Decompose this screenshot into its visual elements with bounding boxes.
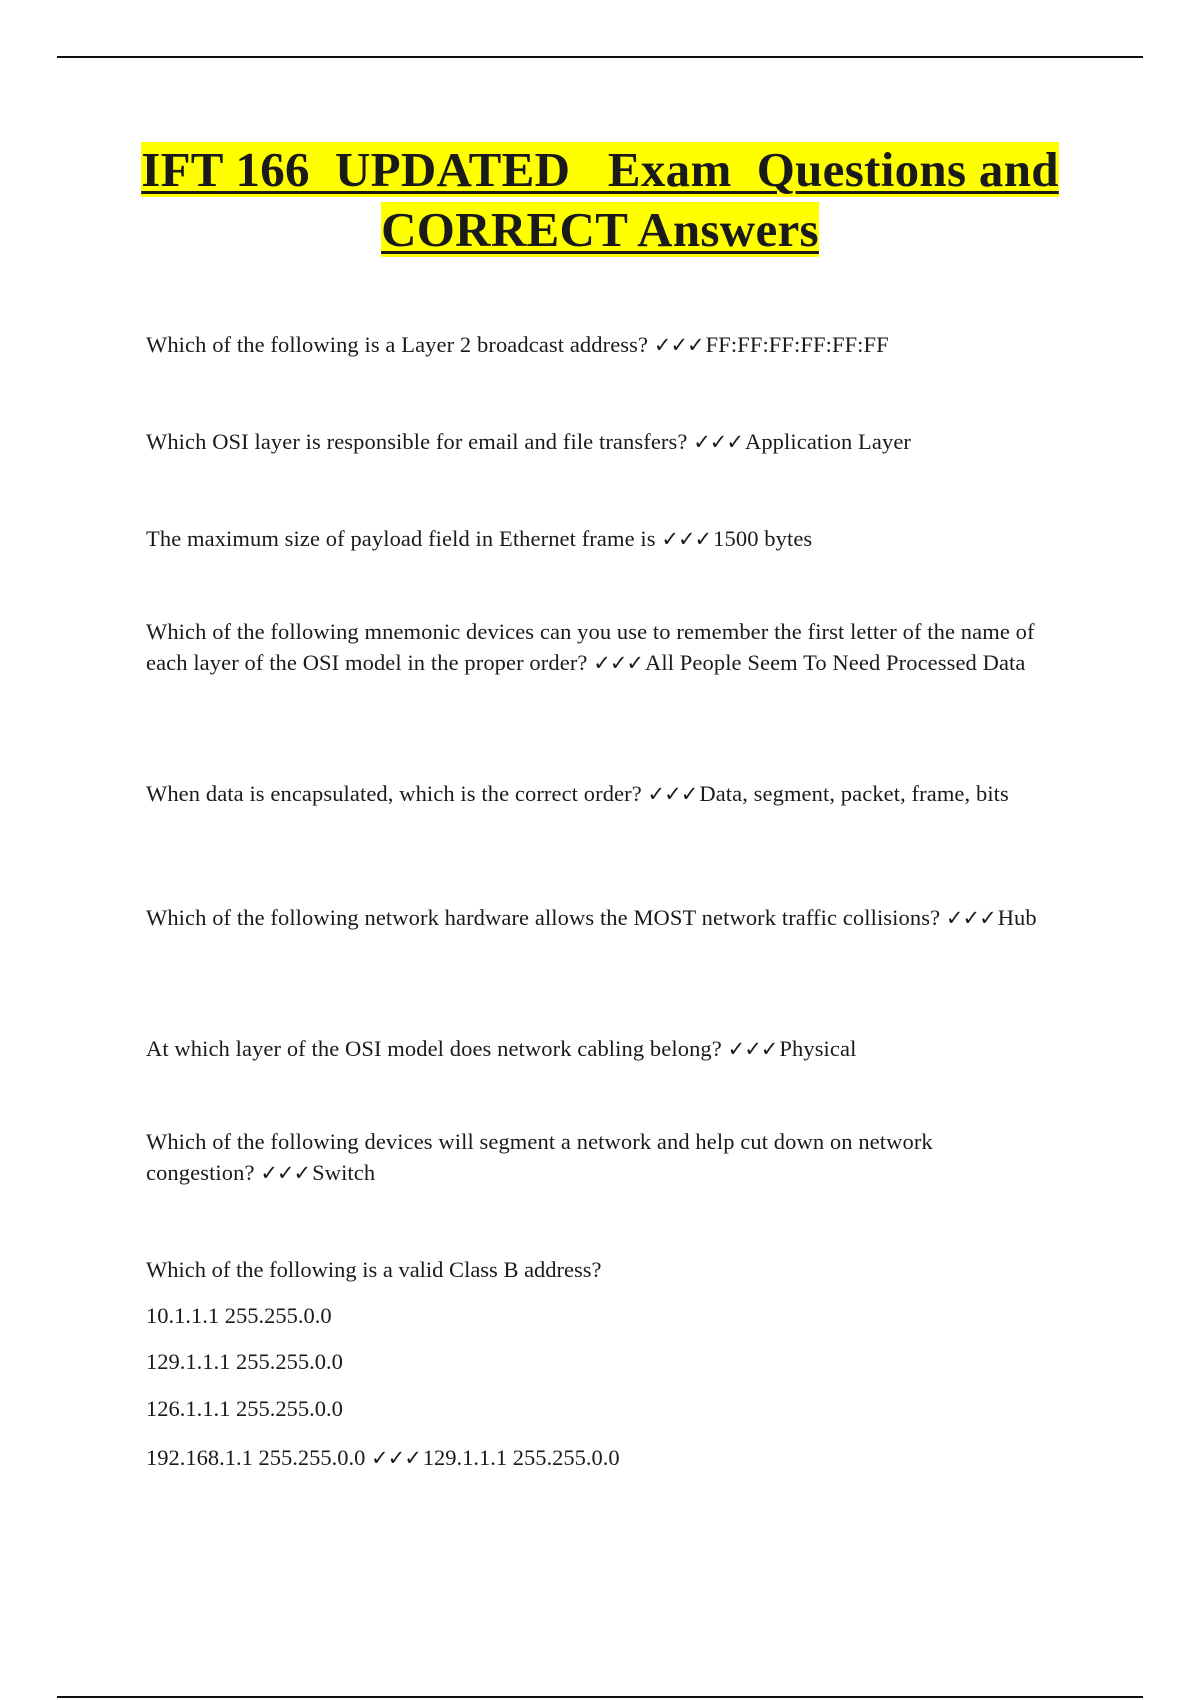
check-marks-icon: ✓✓✓	[693, 430, 743, 454]
answer-text: 1500 bytes	[713, 526, 813, 551]
option-line: 126.1.1.1 255.255.0.0	[146, 1396, 343, 1421]
bottom-rule	[57, 1696, 1143, 1698]
check-marks-icon: ✓✓✓	[647, 782, 698, 806]
qa-item	[146, 329, 1046, 361]
question-text: At which layer of the OSI model does network cabling belong?	[146, 1036, 722, 1061]
qa-item	[146, 616, 1046, 679]
question-text: Which of the following mnemonic devices can you use to remember the first letter of the name of each layer of the OSI model in the proper order?	[146, 619, 1035, 675]
answer-text: 129.1.1.1 255.255.0.0	[422, 1445, 620, 1470]
question-text: Which of the following is a Layer 2 broadcast address?	[146, 332, 649, 357]
title-line-2: CORRECT Answers	[381, 202, 819, 257]
qa-item	[146, 426, 1046, 458]
document-title	[0, 140, 1200, 260]
qa-item	[146, 1126, 1046, 1189]
option-line: 10.1.1.1 255.255.0.0	[146, 1303, 332, 1328]
check-marks-icon: ✓✓✓	[260, 1161, 311, 1185]
answer-text: All People Seem To Need Processed Data	[645, 650, 1026, 675]
question-text: When data is encapsulated, which is the correct order?	[146, 781, 642, 806]
answer-text: Application Layer	[744, 429, 911, 454]
title-line-1: IFT 166 UPDATED Exam Questions and	[141, 142, 1059, 197]
option-text: 192.168.1.1 255.255.0.0	[146, 1445, 366, 1470]
question-text: Which OSI layer is responsible for email and file transfers?	[146, 429, 688, 454]
top-rule	[57, 56, 1143, 58]
class-b-question: Which of the following is a valid Class B address?	[146, 1257, 602, 1282]
qa-item	[146, 523, 1046, 555]
check-marks-icon: ✓✓✓	[371, 1446, 421, 1470]
qa-item	[146, 902, 1046, 934]
option-line: 129.1.1.1 255.255.0.0	[146, 1349, 343, 1374]
qa-item	[146, 778, 1046, 810]
check-marks-icon: ✓✓✓	[593, 651, 644, 675]
question-text: Which of the following network hardware allows the MOST network traffic collisions?	[146, 905, 941, 930]
answer-text: Physical	[779, 1036, 857, 1061]
check-marks-icon: ✓✓✓	[945, 906, 996, 930]
question-text: Which of the following devices will segment a network and help cut down on network congestion?	[146, 1129, 933, 1185]
answer-text: Switch	[312, 1160, 376, 1185]
option-line-with-answer	[146, 1442, 620, 1474]
check-marks-icon: ✓✓✓	[661, 527, 712, 551]
answer-text: Hub	[997, 905, 1037, 930]
question-text: The maximum size of payload field in Ethernet frame is	[146, 526, 656, 551]
qa-item	[146, 1033, 1046, 1065]
check-marks-icon: ✓✓✓	[727, 1037, 778, 1061]
answer-text: FF:FF:FF:FF:FF:FF	[705, 332, 889, 357]
check-marks-icon: ✓✓✓	[653, 333, 704, 357]
answer-text: Data, segment, packet, frame, bits	[699, 781, 1009, 806]
